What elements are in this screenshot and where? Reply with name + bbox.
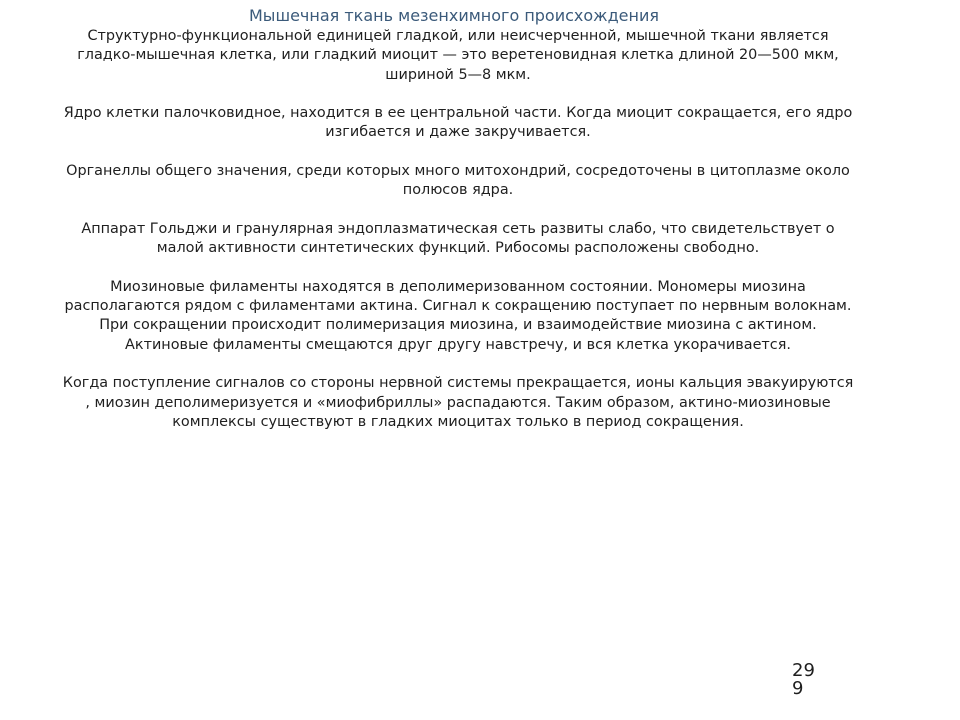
page-number-line-2: 9 bbox=[792, 678, 804, 699]
paragraph-organelles: Органеллы общего значения, среди которых много митохондрий, сосредоточены в цитоплазме около полюсов ядра. bbox=[66, 163, 850, 199]
paragraph-nucleus: Ядро клетки палочковидное, находится в ее центральной части. Когда миоцит сокращается, его ядро изгибается и даже закручивается. bbox=[63, 105, 853, 141]
paragraph-golgi: Аппарат Гольджи и гранулярная эндоплазматическая сеть развиты слабо, что свидетельствует о малой активности синтетических функций. Рибосомы расположены свободно. bbox=[81, 220, 835, 257]
page-number-line-1: 29 bbox=[792, 660, 815, 681]
paragraph-myosin: Миозиновые филаменты находятся в деполимеризованном состоянии. Мономеры миозина располагаются рядом с филаментами актина. Сигнал к сокращению поступает по нервным волокнам. При сокращении происходит полимеризация миозина, и взаимодействие миозина с актином. Актиновые филаменты смещаются друг другу навстречу, и вся клетка укорачивается. bbox=[64, 278, 852, 353]
paragraph-relaxation: Когда поступление сигналов со стороны нервной системы прекращается, ионы кальция эвакуируются , миозин деполимеризуется и «миофибриллы» распадаются. Таким образом, актино-миозиновые комплексы существуют в гладких миоцитах только в период сокращения. bbox=[62, 375, 854, 430]
paragraph-structure: Структурно-функциональной единицей гладкой, или неисчерченной, мышечной ткани является гладко-мышечная клетка, или гладкий миоцит — это веретеновидная клетка длиной 20—500 мкм, шириной 5—8 мкм. bbox=[77, 28, 839, 83]
page-number bbox=[792, 662, 832, 698]
slide-body bbox=[60, 27, 856, 432]
slide-title: Мышечная ткань мезенхимного происхождения bbox=[249, 6, 659, 25]
